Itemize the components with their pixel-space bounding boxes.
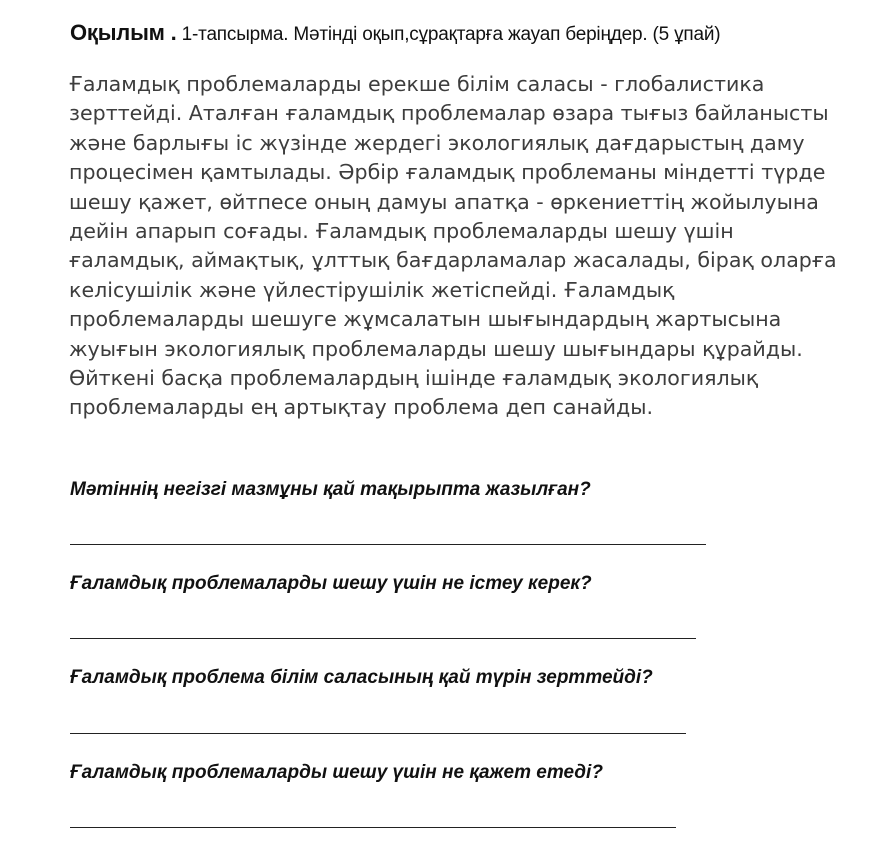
answer-line-4[interactable]: [70, 827, 676, 828]
task-header: [70, 20, 720, 46]
passage-line: Ғаламдық проблемаларды ерекше білім саласы - глобалистика: [69, 72, 765, 96]
passage-line: зерттейді. Аталған ғаламдық проблемалар өзара тығыз байланысты: [69, 101, 829, 126]
passage-line: процесімен қамтылады. Әрбір ғаламдық проблеманы міндетті түрде: [69, 160, 826, 185]
section-title: Оқылым .: [70, 20, 177, 45]
passage-line: дейін апарып соғады. Ғаламдық проблемаларды шешу үшін: [69, 218, 734, 243]
reading-passage: [69, 70, 887, 423]
answer-line-2[interactable]: [70, 638, 696, 639]
question-4: Ғаламдық проблемаларды шешу үшін не қажет етеді?: [70, 762, 603, 783]
question-1: Мәтіннің негізгі мазмұны қай тақырыпта жазылған?: [70, 479, 591, 500]
passage-line: проблемаларды шешуге жұмсалатын шығындардың жартысына: [69, 307, 782, 332]
passage-line: шешу қажет, өйтпесе оның дамуы апатқа - өркениеттің жойылуына: [69, 189, 819, 214]
answer-line-1[interactable]: [70, 544, 706, 545]
passage-line: келісушілік және үйлестірушілік жетіспейді. Ғаламдық: [69, 277, 675, 302]
passage-line: проблемаларды ең артықтау проблема деп санайды.: [69, 395, 654, 420]
answer-line-3[interactable]: [70, 733, 686, 734]
passage-line: жуығын экологиялық проблемаларды шешу шығындары құрайды.: [69, 336, 803, 361]
passage-line: ғаламдық, аймақтық, ұлттық бағдарламалар жасалады, бірақ оларға: [69, 248, 837, 273]
question-2: Ғаламдық проблемаларды шешу үшін не істеу керек?: [70, 573, 592, 594]
question-3: Ғаламдық проблема білім саласының қай түрін зерттейді?: [70, 667, 653, 688]
passage-line: және барлығы іс жүзінде жердегі экологиялық дағдарыстың даму: [69, 130, 805, 155]
task-instruction: 1-тапсырма. Мәтінді оқып,сұрақтарға жауап беріңдер. (5 ұпай): [176, 24, 721, 45]
passage-line: Өйткені басқа проблемалардың ішінде ғаламдық экологиялық: [69, 365, 759, 390]
